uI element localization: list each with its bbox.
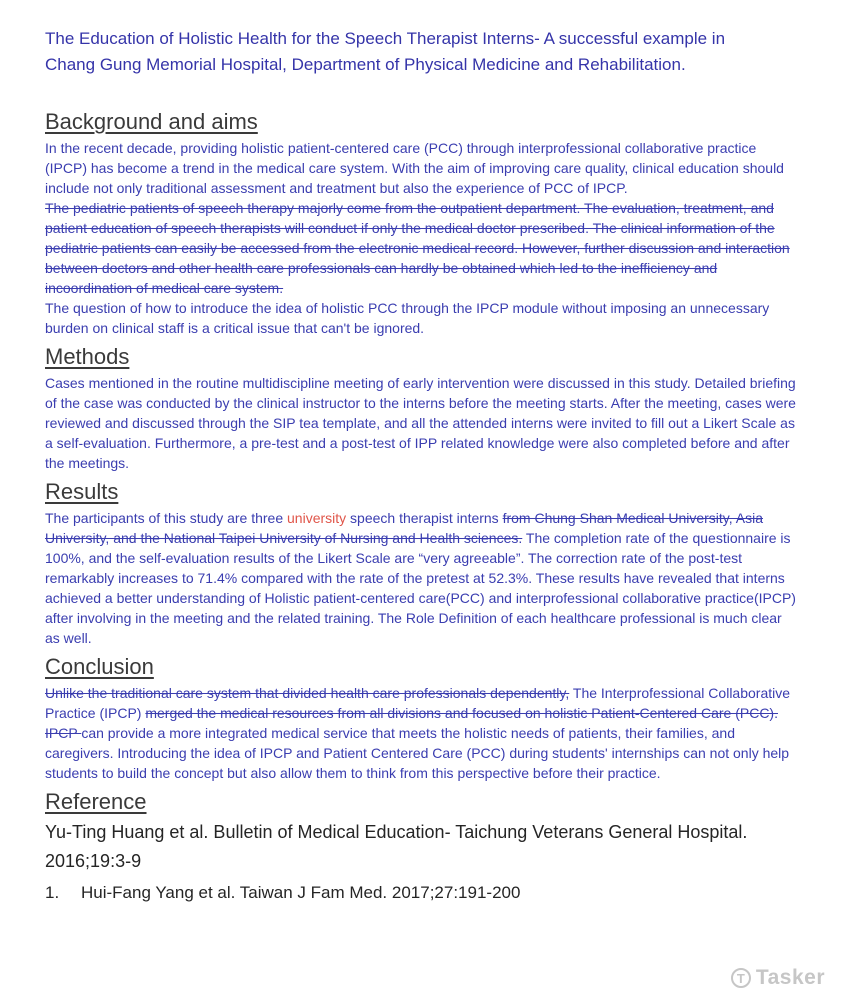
background-paragraph-question — [45, 298, 800, 338]
background-paragraph-struck — [45, 198, 800, 298]
background-paragraph-intro — [45, 138, 800, 198]
methods-paragraph — [45, 373, 800, 473]
text-run-normal: Cases mentioned in the routine multidiscipline meeting of early intervention were discussed in this study. Detailed briefing of the case was conducted by the clinical instructor to the interns before the meeting starts. After the meeting, cases were reviewed and discussed through the SIP tea template, and all the attended interns were invited to fill out a Likert Scale as a self-evaluation. Furthermore, a pre-test and a post-test of IPP related knowledge were also completed before and after the meetings. — [45, 375, 796, 471]
text-run-red: university — [287, 510, 347, 526]
tasker-logo-icon: T — [731, 968, 751, 988]
tasker-watermark — [731, 966, 825, 990]
section-results — [45, 478, 800, 648]
conclusion-paragraph — [45, 683, 800, 783]
section-conclusion — [45, 653, 800, 783]
results-paragraph — [45, 508, 800, 648]
reference-item-number: 1. — [45, 883, 60, 902]
text-run-normal: The Interprofessional Collaborative Practice (IPCP) — [45, 685, 791, 721]
section-heading-reference: Reference — [45, 789, 147, 814]
reference-list-item — [45, 881, 800, 905]
section-heading-results: Results — [45, 479, 119, 504]
reference-entry: Yu-Ting Huang et al. Bulletin of Medical Education- Taichung Veterans General Hospital. 2016;19:3-9 — [45, 822, 748, 871]
section-heading-background: Background and aims — [45, 109, 258, 134]
section-methods — [45, 343, 800, 473]
text-run-normal: can provide a more integrated medical service that meets the holistic needs of patients, their families, and caregivers. Introducing the idea of IPCP and Patient Centered Care (PCC) during students' internships can not only help students to build the concept but also allow them to think from this perspective before their practice. — [45, 725, 790, 781]
section-heading-conclusion: Conclusion — [45, 654, 154, 679]
text-run-strike: from Chung Shan Medical University, Asia University, and the National Taipei University of Nursing and Health sciences. — [45, 510, 763, 546]
section-reference — [45, 788, 800, 905]
section-background — [45, 108, 800, 338]
text-run-normal: The question of how to introduce the idea of holistic PCC through the IPCP module without imposing an unnecessary burden on clinical staff is a critical issue that can't be ignored. — [45, 300, 770, 336]
watermark-label: Tasker — [755, 966, 825, 989]
text-run-normal: The participants of this study are three — [45, 510, 288, 526]
text-run-normal: In the recent decade, providing holistic patient-centered care (PCC) through interprofessional collaborative practice (IPCP) has become a trend in the medical care system. With the aim of improving care quality, clinical education should include not only traditional assessment and treatment but also the experience of PCC of IPCP. — [45, 140, 784, 196]
text-run-normal: The completion rate of the questionnaire is 100%, and the self-evaluation results of the Likert Scale are “very agreeable”. The correction rate of the post-test remarkably increases to 71.4% compared with the rate of the pretest at 52.3%. These results have revealed that interns achieved a better understanding of Holistic patient-centered care(PCC) and interprofessional collaborative practice(IPCP) after involving in the meeting and the related training. The Role Definition of each healthcare professional is much clear as well. — [45, 530, 796, 646]
reference-item-text: Hui-Fang Yang et al. Taiwan J Fam Med. 2017;27:191-200 — [81, 883, 521, 902]
text-run-strike: merged the medical resources from all divisions and focused on holistic Patient-Centered Care (PCC). IPCP — [45, 705, 778, 741]
document-title: The Education of Holistic Health for the Speech Therapist Interns- A successful example in Chang Gung Memorial Hospital, Department of Physical Medicine and Rehabilitation. — [45, 29, 726, 74]
text-run-strike: Unlike the traditional care system that divided health care professionals dependently, — [45, 685, 570, 701]
section-heading-methods: Methods — [45, 344, 130, 369]
text-run-normal: speech therapist interns — [346, 510, 503, 526]
text-run-strike: The pediatric patients of speech therapy majorly come from the outpatient department. The evaluation, treatment, and patient education of speech therapists will conduct if only the medical doctor prescribed. The clinical information of the pediatric patients can easily be accessed from the electronic medical record. However, further discussion and interaction between doctors and other health care professionals can hardly be obtained which led to the inefficiency and incoordination of medical care system. — [45, 200, 790, 296]
